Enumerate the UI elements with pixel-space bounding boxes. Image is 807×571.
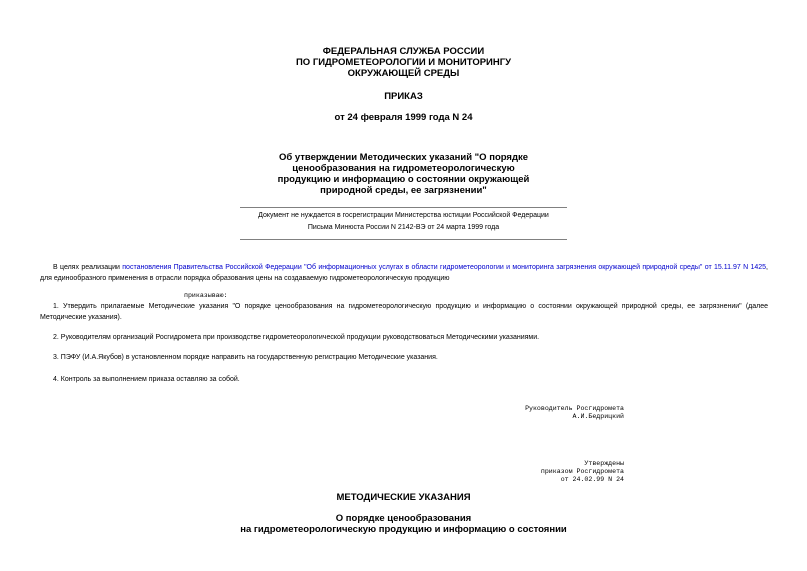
order-item-4: 4. Контроль за выполнением приказа оставляю за собой. (53, 376, 240, 383)
title-line-3: продукцию и информацию о состоянии окружающей (277, 174, 530, 185)
section-subtitle-line-1: О порядке ценообразования (335, 513, 472, 524)
section-subtitle-line-2: на гидрометеорологическую продукцию и информацию о состоянии (240, 524, 567, 535)
title-line-4: природной среды, ее загрязнении" (320, 185, 487, 196)
registration-note-line-2: Письма Минюста России N 2142-ВЭ от 24 марта 1999 года (307, 224, 500, 231)
preamble-paragraph (40, 262, 768, 284)
preamble-suffix: , для единообразного применения в отрасли порядка образования цены на создаваемую гидрометеорологическую продукцию (40, 264, 768, 282)
note-rule-top (240, 207, 567, 208)
agency-line-2: ПО ГИДРОМЕТЕОРОЛОГИИ И МОНИТОРИНГУ (295, 57, 512, 68)
approval-block (541, 460, 624, 484)
approval-line-2: приказом Росгидромета (540, 468, 624, 475)
order-item-1: 1. Утвердить прилагаемые Методические указания "О порядке ценообразования на гидрометеорологическую продукцию и информацию о состоянии окружающей природной среды, ее загрязнении" (далее Методические указания). (40, 303, 768, 321)
doc-title (0, 152, 807, 196)
agency-line-1: ФЕДЕРАЛЬНАЯ СЛУЖБА РОССИИ (322, 46, 485, 57)
order-item-2: 2. Руководителям организаций Росгидромета при производстве гидрометеорологической продукции руководствоваться Методическими указаниями. (53, 334, 540, 341)
section-subtitle (0, 513, 807, 535)
signature-position: Руководитель Росгидромета (525, 405, 624, 412)
doc-type: ПРИКАЗ (384, 91, 423, 102)
signature-name: А.И.Бедрицкий (572, 413, 624, 420)
note-rule-bottom (240, 239, 567, 240)
signature-block (525, 405, 624, 421)
section-title: МЕТОДИЧЕСКИЕ УКАЗАНИЯ (336, 492, 471, 503)
approval-line-1: Утверждены (584, 460, 624, 467)
agency-header (0, 46, 807, 79)
title-line-2: ценообразования на гидрометеорологическую (292, 163, 515, 174)
title-line-1: Об утверждении Методических указаний "О порядке (278, 152, 529, 163)
registration-note-line-1: Документ не нуждается в госрегистрации Министерства юстиции Российской Федерации (258, 212, 549, 219)
agency-line-3: ОКРУЖАЮЩЕЙ СРЕДЫ (347, 68, 460, 79)
government-decree-link[interactable]: постановления Правительства Российской Федерации "Об информационных услугах в области гидрометеорологии и мониторинга загрязнения окружающей природной среды" от 15.11.97 N 1425 (122, 264, 767, 271)
order-item-3: 3. ПЭФУ (И.А.Якубов) в установленном порядке направить на государственную регистрацию Методические указания. (53, 354, 438, 361)
approval-line-3: от 24.02.99 N 24 (560, 476, 624, 483)
doc-date: от 24 февраля 1999 года N 24 (334, 112, 473, 123)
preamble-prefix: В целях реализации (53, 264, 123, 271)
registration-note (0, 210, 807, 234)
order-word: приказываю: (184, 292, 228, 299)
